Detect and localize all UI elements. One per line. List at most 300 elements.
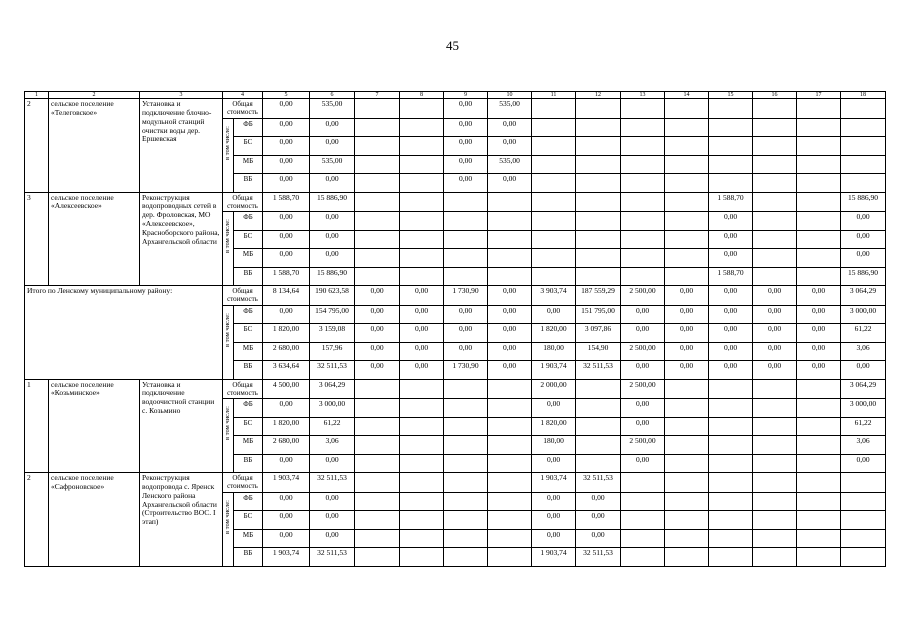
amount-cell: 0,00 bbox=[797, 286, 841, 306]
amount-cell bbox=[753, 379, 797, 399]
column-number: 1 bbox=[25, 92, 49, 99]
amount-cell bbox=[797, 249, 841, 268]
amount-cell bbox=[753, 548, 797, 567]
amount-cell bbox=[621, 137, 665, 156]
amount-cell bbox=[665, 267, 709, 286]
amount-cell: 190 623,58 bbox=[310, 286, 355, 306]
amount-cell bbox=[709, 436, 753, 455]
amount-cell bbox=[355, 417, 400, 436]
amount-cell: 0,00 bbox=[263, 230, 310, 249]
amount-cell bbox=[355, 99, 400, 119]
financing-source: МБ bbox=[234, 155, 263, 174]
amount-cell bbox=[797, 192, 841, 212]
amount-cell bbox=[709, 99, 753, 119]
amount-cell bbox=[532, 118, 576, 137]
amount-cell: 0,00 bbox=[444, 324, 488, 343]
amount-cell: 0,00 bbox=[488, 137, 532, 156]
amount-cell bbox=[488, 548, 532, 567]
including-text: в том числе: bbox=[224, 312, 231, 347]
amount-cell bbox=[444, 511, 488, 530]
amount-cell bbox=[753, 174, 797, 193]
amount-cell bbox=[753, 230, 797, 249]
amount-cell bbox=[488, 230, 532, 249]
amount-cell: 3 064,29 bbox=[841, 286, 886, 306]
amount-cell bbox=[797, 511, 841, 530]
column-number: 15 bbox=[709, 92, 753, 99]
amount-cell: 0,00 bbox=[841, 212, 886, 231]
including-text: в том числе: bbox=[224, 499, 231, 534]
amount-cell bbox=[488, 417, 532, 436]
amount-cell bbox=[355, 454, 400, 473]
financing-source: Общая стоимость bbox=[223, 192, 263, 212]
including-text: в том числе: bbox=[224, 125, 231, 160]
financing-source: МБ bbox=[234, 529, 263, 548]
amount-cell bbox=[709, 137, 753, 156]
column-number: 13 bbox=[621, 92, 665, 99]
financing-source: Общая стоимость bbox=[223, 99, 263, 119]
amount-cell bbox=[665, 529, 709, 548]
amount-cell bbox=[400, 99, 444, 119]
amount-cell bbox=[444, 473, 488, 493]
financing-source: ФБ bbox=[234, 492, 263, 511]
amount-cell: 0,00 bbox=[263, 492, 310, 511]
column-number: 7 bbox=[355, 92, 400, 99]
amount-cell bbox=[709, 473, 753, 493]
amount-cell bbox=[355, 118, 400, 137]
amount-cell: 1 730,90 bbox=[444, 286, 488, 306]
financing-source: БС bbox=[234, 417, 263, 436]
amount-cell: 0,00 bbox=[444, 137, 488, 156]
amount-cell bbox=[488, 436, 532, 455]
amount-cell: 3 634,64 bbox=[263, 361, 310, 380]
amount-cell bbox=[400, 492, 444, 511]
amount-cell: 3,06 bbox=[841, 436, 886, 455]
amount-cell bbox=[400, 511, 444, 530]
amount-cell bbox=[753, 212, 797, 231]
amount-cell bbox=[753, 192, 797, 212]
amount-cell bbox=[665, 118, 709, 137]
amount-cell: 2 500,00 bbox=[621, 342, 665, 361]
amount-cell: 535,00 bbox=[310, 99, 355, 119]
amount-cell: 3 064,29 bbox=[310, 379, 355, 399]
amount-cell bbox=[355, 492, 400, 511]
amount-cell bbox=[444, 436, 488, 455]
project-description: Установка и подключение водоочистной станции с. Козьмино bbox=[140, 379, 223, 473]
amount-cell bbox=[665, 417, 709, 436]
amount-cell: 0,00 bbox=[841, 361, 886, 380]
amount-cell: 0,00 bbox=[532, 529, 576, 548]
amount-cell bbox=[532, 174, 576, 193]
amount-cell: 2 000,00 bbox=[532, 379, 576, 399]
amount-cell: 0,00 bbox=[709, 342, 753, 361]
amount-cell bbox=[444, 529, 488, 548]
amount-cell bbox=[621, 230, 665, 249]
amount-cell bbox=[753, 399, 797, 418]
amount-cell bbox=[841, 137, 886, 156]
amount-cell: 0,00 bbox=[621, 305, 665, 324]
column-number: 8 bbox=[400, 92, 444, 99]
amount-cell: 4 500,00 bbox=[263, 379, 310, 399]
amount-cell: 0,00 bbox=[310, 212, 355, 231]
amount-cell bbox=[576, 417, 621, 436]
amount-cell bbox=[753, 118, 797, 137]
amount-cell: 2 500,00 bbox=[621, 436, 665, 455]
financing-source: МБ bbox=[234, 436, 263, 455]
amount-cell: 0,00 bbox=[400, 286, 444, 306]
amount-cell bbox=[576, 267, 621, 286]
amount-cell: 15 886,90 bbox=[310, 267, 355, 286]
amount-cell: 0,00 bbox=[310, 454, 355, 473]
amount-cell bbox=[355, 379, 400, 399]
amount-cell: 0,00 bbox=[400, 324, 444, 343]
amount-cell: 0,00 bbox=[310, 511, 355, 530]
amount-cell bbox=[709, 492, 753, 511]
amount-cell bbox=[709, 529, 753, 548]
amount-cell: 0,00 bbox=[841, 454, 886, 473]
amount-cell: 0,00 bbox=[444, 342, 488, 361]
amount-cell bbox=[797, 417, 841, 436]
amount-cell bbox=[621, 492, 665, 511]
amount-cell bbox=[621, 529, 665, 548]
amount-cell bbox=[797, 137, 841, 156]
amount-cell: 3,06 bbox=[310, 436, 355, 455]
amount-cell: 0,00 bbox=[797, 305, 841, 324]
amount-cell bbox=[576, 454, 621, 473]
amount-cell bbox=[532, 155, 576, 174]
amount-cell bbox=[576, 118, 621, 137]
amount-cell: 0,00 bbox=[263, 212, 310, 231]
column-number: 16 bbox=[753, 92, 797, 99]
amount-cell bbox=[444, 192, 488, 212]
amount-cell bbox=[797, 492, 841, 511]
amount-cell: 0,00 bbox=[665, 286, 709, 306]
amount-cell bbox=[444, 417, 488, 436]
amount-cell: 32 511,53 bbox=[310, 473, 355, 493]
amount-cell bbox=[355, 212, 400, 231]
amount-cell bbox=[665, 230, 709, 249]
amount-cell bbox=[444, 212, 488, 231]
amount-cell bbox=[841, 473, 886, 493]
amount-cell bbox=[709, 454, 753, 473]
amount-cell: 0,00 bbox=[665, 342, 709, 361]
amount-cell: 0,00 bbox=[532, 492, 576, 511]
amount-cell: 0,00 bbox=[576, 529, 621, 548]
amount-cell: 2 500,00 bbox=[621, 379, 665, 399]
amount-cell bbox=[753, 529, 797, 548]
amount-cell: 0,00 bbox=[263, 529, 310, 548]
amount-cell bbox=[621, 192, 665, 212]
amount-cell: 0,00 bbox=[709, 286, 753, 306]
amount-cell: 2 500,00 bbox=[621, 286, 665, 306]
financing-source: ФБ bbox=[234, 212, 263, 231]
financing-source: ФБ bbox=[234, 399, 263, 418]
amount-cell bbox=[488, 473, 532, 493]
amount-cell bbox=[709, 155, 753, 174]
amount-cell bbox=[621, 212, 665, 231]
amount-cell bbox=[400, 454, 444, 473]
amount-cell: 3 000,00 bbox=[841, 399, 886, 418]
column-number: 2 bbox=[49, 92, 140, 99]
amount-cell bbox=[532, 230, 576, 249]
amount-cell bbox=[709, 174, 753, 193]
amount-cell bbox=[488, 529, 532, 548]
amount-cell bbox=[797, 230, 841, 249]
amount-cell bbox=[355, 548, 400, 567]
amount-cell bbox=[400, 529, 444, 548]
amount-cell: 1 903,74 bbox=[263, 473, 310, 493]
amount-cell bbox=[753, 249, 797, 268]
amount-cell: 0,00 bbox=[576, 492, 621, 511]
financing-source: МБ bbox=[234, 249, 263, 268]
financing-source: ВБ bbox=[234, 361, 263, 380]
amount-cell bbox=[355, 267, 400, 286]
amount-cell bbox=[797, 529, 841, 548]
financing-source: ВБ bbox=[234, 267, 263, 286]
amount-cell: 3 159,08 bbox=[310, 324, 355, 343]
amount-cell: 0,00 bbox=[263, 118, 310, 137]
amount-cell bbox=[400, 212, 444, 231]
amount-cell bbox=[444, 454, 488, 473]
amount-cell bbox=[532, 99, 576, 119]
amount-cell: 8 134,64 bbox=[263, 286, 310, 306]
amount-cell bbox=[753, 417, 797, 436]
amount-cell: 154 795,00 bbox=[310, 305, 355, 324]
financing-source: БС bbox=[234, 230, 263, 249]
amount-cell bbox=[444, 548, 488, 567]
amount-cell bbox=[576, 399, 621, 418]
amount-cell: 0,00 bbox=[753, 286, 797, 306]
amount-cell bbox=[621, 99, 665, 119]
amount-cell bbox=[753, 454, 797, 473]
amount-cell: 0,00 bbox=[709, 249, 753, 268]
amount-cell: 61,22 bbox=[310, 417, 355, 436]
amount-cell bbox=[355, 436, 400, 455]
amount-cell bbox=[576, 230, 621, 249]
amount-cell: 1 588,70 bbox=[709, 267, 753, 286]
settlement-name: сельское поселение «Телеговское» bbox=[49, 99, 140, 193]
including-label bbox=[223, 492, 234, 566]
amount-cell bbox=[841, 548, 886, 567]
amount-cell bbox=[621, 155, 665, 174]
amount-cell: 0,00 bbox=[621, 417, 665, 436]
amount-cell bbox=[797, 436, 841, 455]
amount-cell: 0,00 bbox=[310, 137, 355, 156]
amount-cell bbox=[488, 212, 532, 231]
amount-cell: 0,00 bbox=[355, 361, 400, 380]
amount-cell bbox=[355, 399, 400, 418]
amount-cell bbox=[400, 192, 444, 212]
amount-cell bbox=[753, 99, 797, 119]
amount-cell: 1 820,00 bbox=[532, 417, 576, 436]
amount-cell bbox=[753, 267, 797, 286]
amount-cell bbox=[576, 155, 621, 174]
amount-cell bbox=[400, 436, 444, 455]
financing-source: Общая стоимость bbox=[223, 286, 263, 306]
amount-cell bbox=[709, 399, 753, 418]
amount-cell bbox=[841, 99, 886, 119]
column-number: 11 bbox=[532, 92, 576, 99]
amount-cell bbox=[576, 436, 621, 455]
amount-cell: 0,00 bbox=[621, 454, 665, 473]
amount-cell bbox=[753, 137, 797, 156]
amount-cell: 2 680,00 bbox=[263, 436, 310, 455]
amount-cell: 0,00 bbox=[532, 454, 576, 473]
amount-cell bbox=[400, 137, 444, 156]
amount-cell: 0,00 bbox=[709, 305, 753, 324]
amount-cell: 0,00 bbox=[400, 361, 444, 380]
amount-cell: 187 559,29 bbox=[576, 286, 621, 306]
including-text: в том числе: bbox=[224, 406, 231, 440]
amount-cell bbox=[355, 473, 400, 493]
column-number: 14 bbox=[665, 92, 709, 99]
amount-cell: 0,00 bbox=[709, 230, 753, 249]
amount-cell: 0,00 bbox=[665, 324, 709, 343]
amount-cell: 15 886,90 bbox=[841, 267, 886, 286]
amount-cell bbox=[709, 417, 753, 436]
amount-cell: 0,00 bbox=[263, 249, 310, 268]
amount-cell: 0,00 bbox=[310, 529, 355, 548]
amount-cell: 0,00 bbox=[444, 118, 488, 137]
amount-cell bbox=[400, 417, 444, 436]
amount-cell: 180,00 bbox=[532, 342, 576, 361]
amount-cell bbox=[355, 174, 400, 193]
amount-cell bbox=[621, 267, 665, 286]
amount-cell bbox=[797, 267, 841, 286]
amount-cell bbox=[488, 492, 532, 511]
amount-cell bbox=[488, 267, 532, 286]
amount-cell bbox=[355, 155, 400, 174]
amount-cell: 0,00 bbox=[621, 399, 665, 418]
including-label bbox=[223, 212, 234, 286]
amount-cell: 0,00 bbox=[355, 305, 400, 324]
financing-source: Общая стоимость bbox=[223, 473, 263, 493]
amount-cell: 0,00 bbox=[488, 305, 532, 324]
financing-source: БС bbox=[234, 137, 263, 156]
amount-cell bbox=[532, 137, 576, 156]
amount-cell: 180,00 bbox=[532, 436, 576, 455]
amount-cell: 0,00 bbox=[263, 174, 310, 193]
amount-cell bbox=[841, 155, 886, 174]
amount-cell: 0,00 bbox=[665, 361, 709, 380]
amount-cell: 151 795,00 bbox=[576, 305, 621, 324]
amount-cell bbox=[841, 174, 886, 193]
amount-cell: 0,00 bbox=[532, 399, 576, 418]
financing-source: ВБ bbox=[234, 174, 263, 193]
project-row bbox=[25, 379, 886, 399]
financing-source: ФБ bbox=[234, 305, 263, 324]
amount-cell: 3 000,00 bbox=[841, 305, 886, 324]
amount-cell: 32 511,53 bbox=[576, 473, 621, 493]
amount-cell bbox=[797, 548, 841, 567]
amount-cell: 15 886,90 bbox=[310, 192, 355, 212]
amount-cell bbox=[753, 473, 797, 493]
column-number: 5 bbox=[263, 92, 310, 99]
amount-cell bbox=[444, 492, 488, 511]
amount-cell: 1 588,70 bbox=[263, 192, 310, 212]
amount-cell bbox=[400, 118, 444, 137]
amount-cell bbox=[841, 118, 886, 137]
amount-cell: 1 730,90 bbox=[444, 361, 488, 380]
amount-cell bbox=[665, 492, 709, 511]
amount-cell: 1 903,74 bbox=[532, 548, 576, 567]
amount-cell: 0,00 bbox=[355, 324, 400, 343]
amount-cell bbox=[355, 249, 400, 268]
amount-cell bbox=[665, 548, 709, 567]
amount-cell: 0,00 bbox=[400, 342, 444, 361]
column-number: 6 bbox=[310, 92, 355, 99]
amount-cell: 0,00 bbox=[797, 342, 841, 361]
row-number: 3 bbox=[25, 192, 49, 286]
amount-cell: 1 820,00 bbox=[263, 417, 310, 436]
column-number: 17 bbox=[797, 92, 841, 99]
row-number: 2 bbox=[25, 99, 49, 193]
amount-cell bbox=[753, 436, 797, 455]
amount-cell: 0,00 bbox=[488, 118, 532, 137]
amount-cell bbox=[400, 379, 444, 399]
amount-cell bbox=[797, 473, 841, 493]
amount-cell bbox=[355, 511, 400, 530]
amount-cell bbox=[576, 99, 621, 119]
amount-cell bbox=[621, 511, 665, 530]
amount-cell bbox=[532, 249, 576, 268]
amount-cell: 0,00 bbox=[263, 511, 310, 530]
amount-cell: 3 097,86 bbox=[576, 324, 621, 343]
amount-cell bbox=[665, 212, 709, 231]
header-row bbox=[25, 92, 886, 99]
amount-cell: 15 886,90 bbox=[841, 192, 886, 212]
amount-cell: 0,00 bbox=[400, 305, 444, 324]
amount-cell: 0,00 bbox=[709, 212, 753, 231]
amount-cell bbox=[797, 379, 841, 399]
amount-cell bbox=[576, 174, 621, 193]
amount-cell bbox=[488, 454, 532, 473]
amount-cell bbox=[841, 492, 886, 511]
amount-cell: 535,00 bbox=[488, 155, 532, 174]
amount-cell: 0,00 bbox=[797, 361, 841, 380]
amount-cell: 535,00 bbox=[488, 99, 532, 119]
column-number: 12 bbox=[576, 92, 621, 99]
amount-cell bbox=[621, 174, 665, 193]
amount-cell bbox=[753, 511, 797, 530]
amount-cell bbox=[400, 249, 444, 268]
amount-cell bbox=[797, 155, 841, 174]
amount-cell bbox=[488, 379, 532, 399]
amount-cell bbox=[841, 511, 886, 530]
amount-cell: 154,90 bbox=[576, 342, 621, 361]
amount-cell bbox=[665, 436, 709, 455]
financing-source: Общая стоимость bbox=[223, 379, 263, 399]
amount-cell bbox=[400, 155, 444, 174]
amount-cell: 0,00 bbox=[263, 137, 310, 156]
amount-cell: 0,00 bbox=[709, 361, 753, 380]
amount-cell bbox=[444, 267, 488, 286]
amount-cell: 1 903,74 bbox=[263, 548, 310, 567]
amount-cell bbox=[532, 192, 576, 212]
amount-cell: 0,00 bbox=[263, 99, 310, 119]
amount-cell: 0,00 bbox=[444, 305, 488, 324]
amount-cell: 0,00 bbox=[263, 155, 310, 174]
amount-cell bbox=[488, 399, 532, 418]
amount-cell bbox=[444, 399, 488, 418]
amount-cell bbox=[797, 118, 841, 137]
amount-cell: 0,00 bbox=[488, 286, 532, 306]
financing-source: МБ bbox=[234, 342, 263, 361]
amount-cell: 157,96 bbox=[310, 342, 355, 361]
financing-source: ВБ bbox=[234, 548, 263, 567]
column-number: 18 bbox=[841, 92, 886, 99]
amount-cell: 0,00 bbox=[310, 492, 355, 511]
amount-cell bbox=[841, 529, 886, 548]
